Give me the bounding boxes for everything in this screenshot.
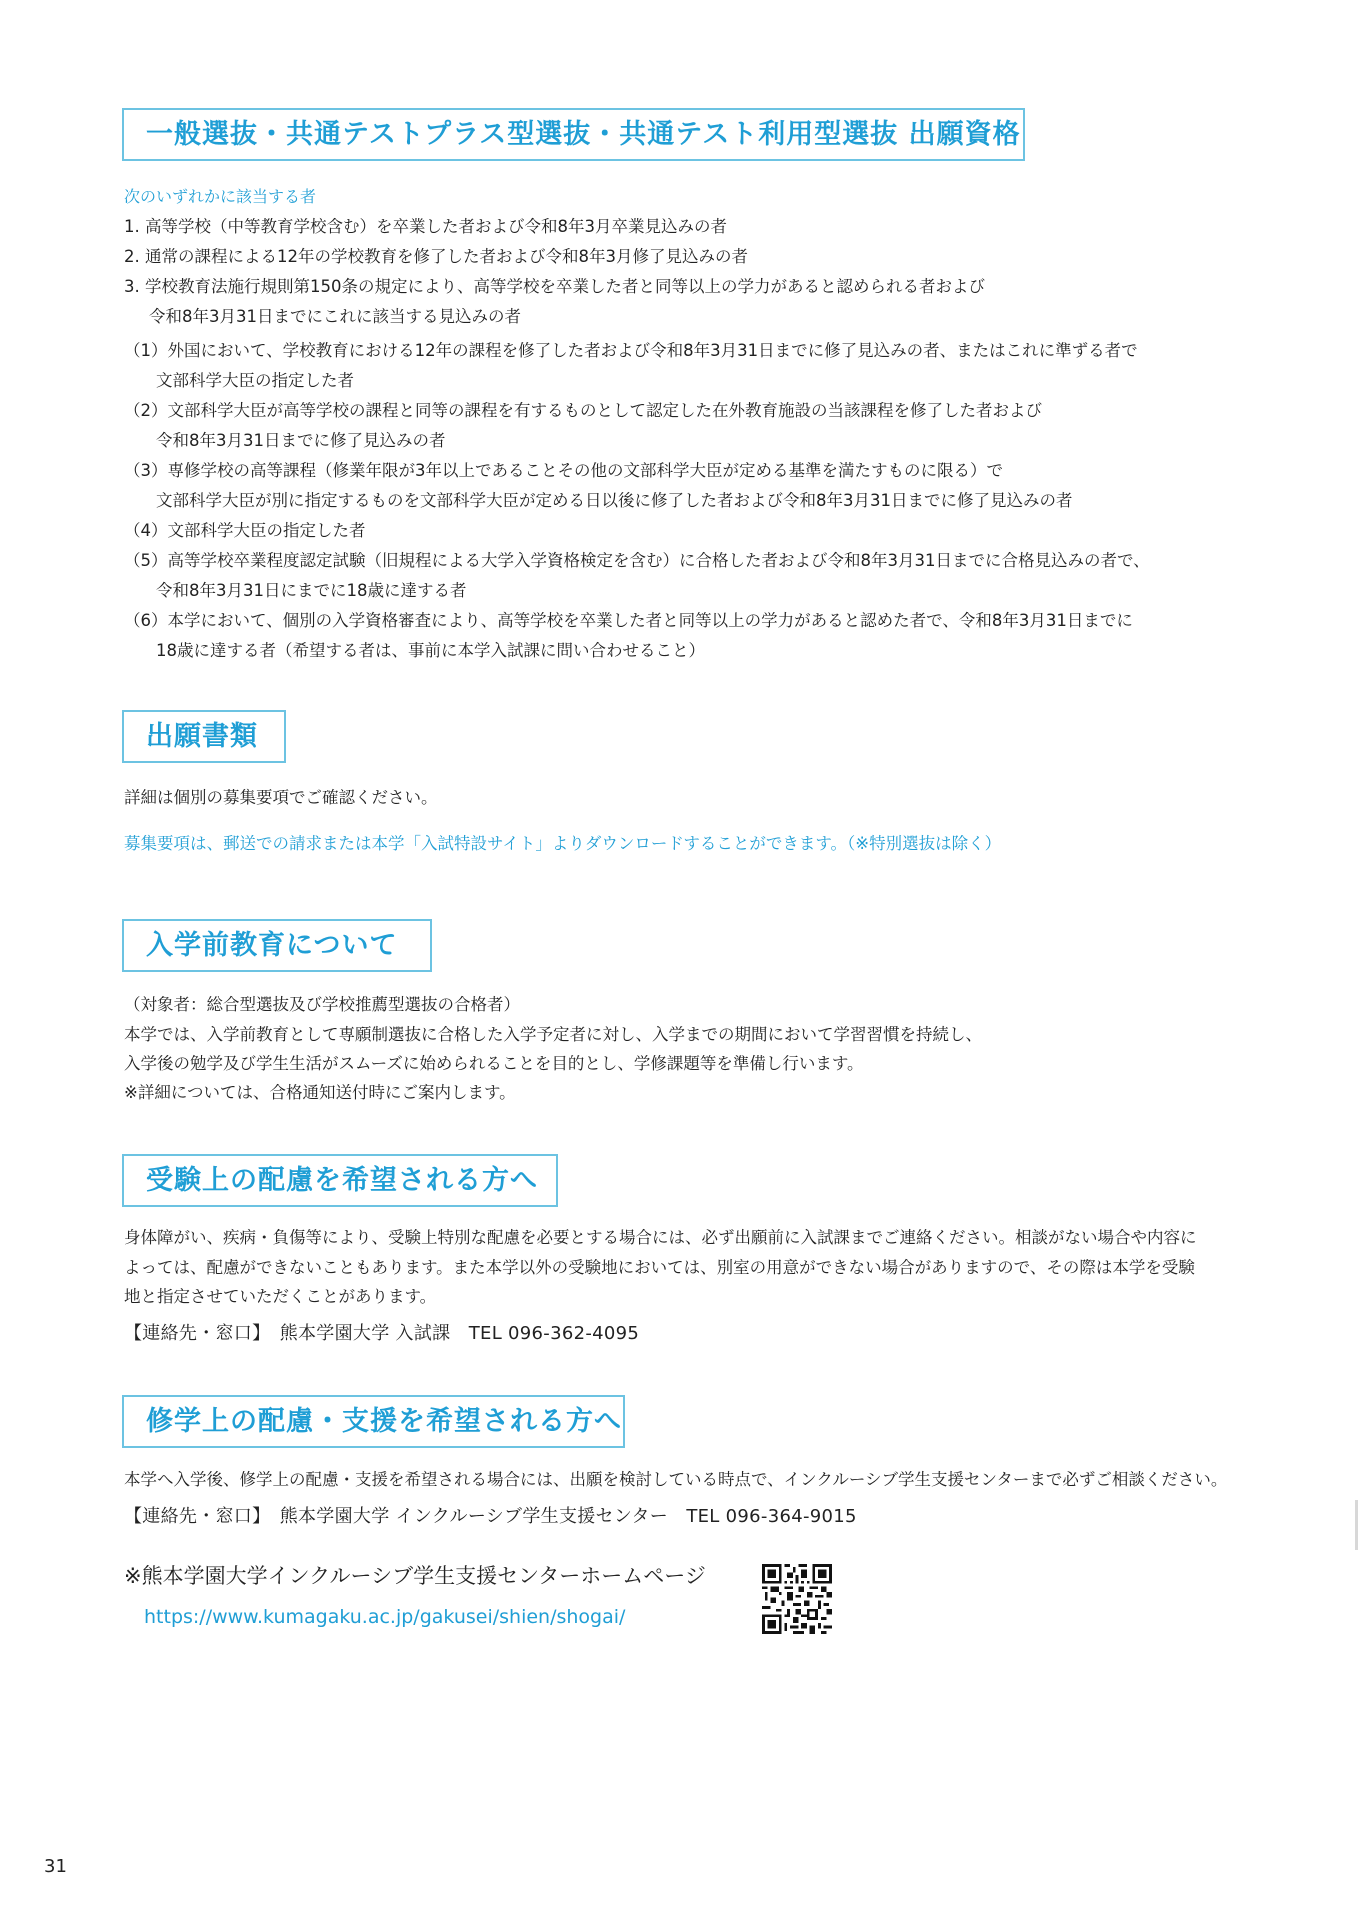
eligibility-line: 令和8年3月31日までに修了見込みの者 <box>156 431 446 450</box>
eligibility-line: 令和8年3月31日にまでに18歳に達する者 <box>156 581 467 600</box>
pre-education-line: （対象者：総合型選抜及び学校推薦型選抜の合格者） <box>124 995 520 1014</box>
eligibility-heading <box>122 108 1025 161</box>
exam-accommodation-line: 地と指定させていただくことがあります。 <box>124 1287 437 1306</box>
documents-text: 詳細は個別の募集要項でご確認ください。 <box>124 788 438 807</box>
study-support-heading <box>122 1395 625 1448</box>
eligibility-line: （5）高等学校卒業程度認定試験（旧規程による大学入学資格検定を含む）に合格した者および令和8年3月31日までに合格見込みの者で、 <box>124 551 1150 570</box>
pre-education-title: 入学前教育について <box>146 930 398 961</box>
exam-accommodation-contact: 【連絡先・窓口】 熊本学園大学 入試課 TEL 096-362-4095 <box>124 1323 640 1344</box>
page-number: 31 <box>44 1856 67 1877</box>
eligibility-line: 1. 高等学校（中等教育学校含む）を卒業した者および令和8年3月卒業見込みの者 <box>124 217 727 236</box>
documents-heading <box>122 710 286 763</box>
pre-education-line: ※詳細については、合格通知送付時にご案内します。 <box>124 1083 516 1102</box>
eligibility-line: 文部科学大臣が別に指定するものを文部科学大臣が定める日以後に修了した者および令和8年3月31日までに修了見込みの者 <box>156 491 1073 510</box>
pre-education-heading <box>122 919 432 972</box>
homepage-url-link[interactable]: https://www.kumagaku.ac.jp/gakusei/shien/shogai/ <box>144 1606 626 1628</box>
qr-code-icon <box>762 1564 832 1634</box>
eligibility-line: 2. 通常の課程による12年の学校教育を修了した者および令和8年3月修了見込みの者 <box>124 247 748 266</box>
study-support-title: 修学上の配慮・支援を希望される方へ <box>146 1406 622 1437</box>
eligibility-line: 令和8年3月31日までにこれに該当する見込みの者 <box>149 307 521 326</box>
study-support-contact: 【連絡先・窓口】 熊本学園大学 インクルーシブ学生支援センター TEL 096-364-9015 <box>124 1506 857 1527</box>
exam-accommodation-title: 受験上の配慮を希望される方へ <box>146 1165 538 1196</box>
eligibility-line: （4）文部科学大臣の指定した者 <box>124 521 366 540</box>
exam-accommodation-line: よっては、配慮ができないこともあります。また本学以外の受験地においては、別室の用意ができない場合がありますので、その際は本学を受験 <box>124 1258 1195 1277</box>
eligibility-line: （1）外国において、学校教育における12年の課程を修了した者および令和8年3月31日までに修了見込みの者、またはこれに準ずる者で <box>124 341 1138 360</box>
eligibility-line: （3）専修学校の高等課程（修業年限が3年以上であることその他の文部科学大臣が定める基準を満たすものに限る）で <box>124 461 1003 480</box>
exam-accommodation-heading <box>122 1154 558 1207</box>
documents-note: 募集要項は、郵送での請求または本学「入試特設サイト」よりダウンロードすることができます。（※特別選抜は除く） <box>124 834 1002 853</box>
exam-accommodation-line: 身体障がい、疾病・負傷等により、受験上特別な配慮を必要とする場合には、必ず出願前に入試課までご連絡ください。相談がない場合や内容に <box>124 1228 1197 1247</box>
pre-education-line: 本学では、入学前教育として専願制選抜に合格した入学予定者に対し、入学までの期間において学習習慣を持続し、 <box>124 1025 982 1044</box>
eligibility-line: 3. 学校教育法施行規則第150条の規定により、高等学校を卒業した者と同等以上の学力があると認められる者および <box>124 277 985 296</box>
study-support-text: 本学へ入学後、修学上の配慮・支援を希望される場合には、出願を検討している時点で、インクルーシブ学生支援センターまで必ずご相談ください。 <box>124 1470 1228 1489</box>
eligibility-intro: 次のいずれかに該当する者 <box>124 187 317 206</box>
eligibility-line: （2）文部科学大臣が高等学校の課程と同等の課程を有するものとして認定した在外教育施設の当該課程を修了した者および <box>124 401 1042 420</box>
documents-title: 出願書類 <box>146 721 258 752</box>
eligibility-line: 文部科学大臣の指定した者 <box>156 371 354 390</box>
eligibility-line: （6）本学において、個別の入学資格審査により、高等学校を卒業した者と同等以上の学力があると認めた者で、令和8年3月31日までに <box>124 611 1133 630</box>
eligibility-line: 18歳に達する者（希望する者は、事前に本学入試課に問い合わせること） <box>156 641 705 660</box>
eligibility-title: 一般選抜・共通テストプラス型選抜・共通テスト利用型選抜 出願資格 <box>146 119 1021 150</box>
homepage-label: ※熊本学園大学インクルーシブ学生支援センターホームページ <box>124 1564 706 1588</box>
pre-education-line: 入学後の勉学及び学生生活がスムーズに始められることを目的とし、学修課題等を準備し行います。 <box>124 1054 864 1073</box>
